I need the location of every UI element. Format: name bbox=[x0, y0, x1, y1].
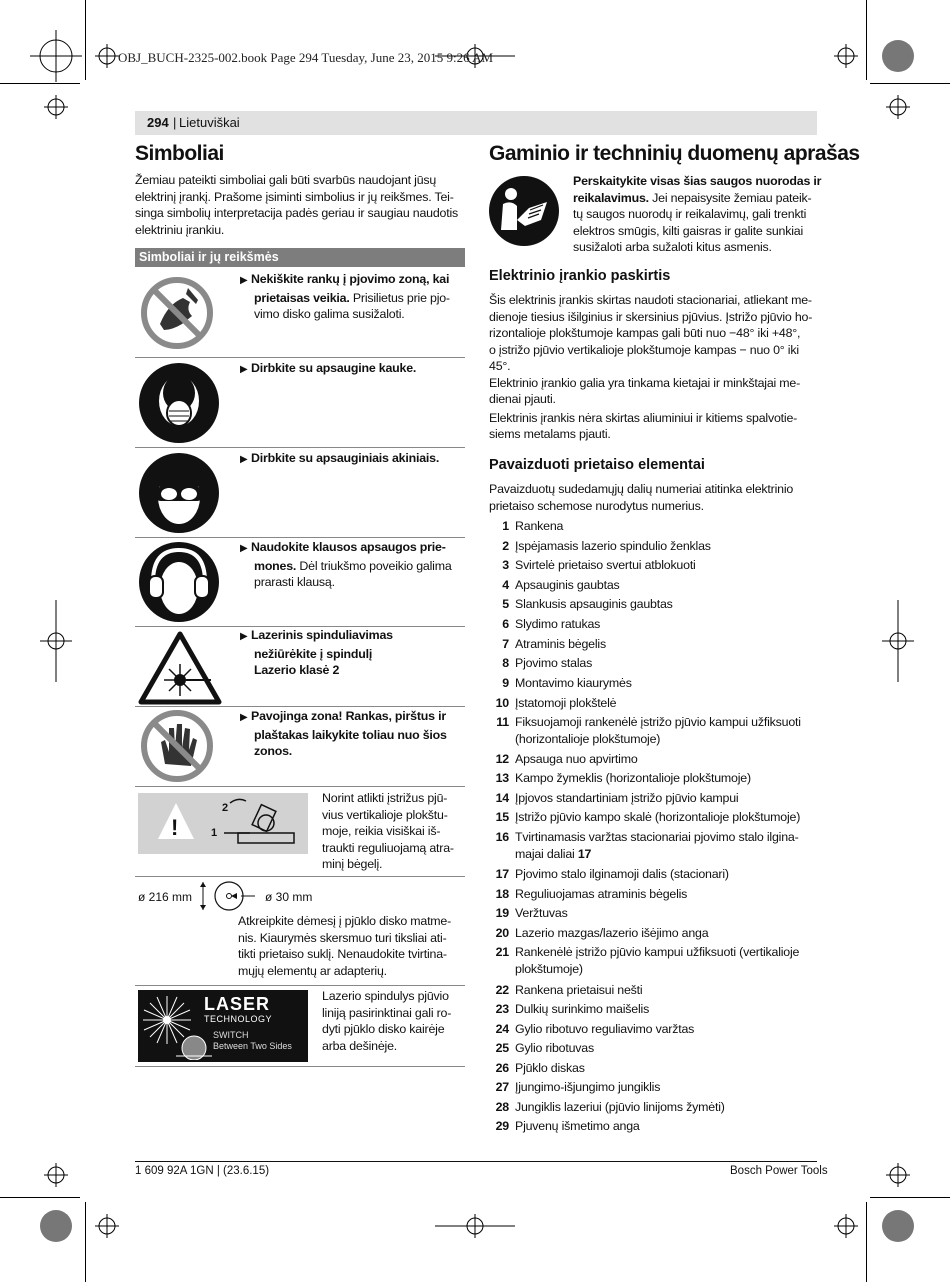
symbol-text-dust-mask bbox=[240, 360, 465, 379]
component-label-line: Pjūklo diskas bbox=[515, 1061, 585, 1075]
fence-diagram bbox=[138, 793, 308, 854]
component-number: 10 bbox=[495, 696, 509, 710]
language-separator: | bbox=[173, 115, 177, 130]
symbol-text-ear-protection bbox=[240, 539, 465, 591]
component-label-line: Įpjovos standartiniam įstrižo pjūvio kampui bbox=[515, 791, 739, 805]
component-number: 6 bbox=[502, 617, 509, 631]
components-intro bbox=[489, 481, 819, 514]
row-divider bbox=[135, 447, 465, 448]
svg-text:!: ! bbox=[171, 815, 179, 840]
language-label: Lietuviškai bbox=[179, 115, 240, 130]
row-divider bbox=[135, 876, 465, 877]
component-label-line: Dulkių surinkimo maišelis bbox=[515, 1002, 650, 1016]
component-label-line: Jungiklis lazeriui (pjūvio linijoms žymėti) bbox=[515, 1100, 725, 1114]
component-label bbox=[515, 675, 819, 692]
safety-goggles-icon bbox=[139, 453, 219, 533]
component-label-line: Slankusis apsauginis gaubtas bbox=[515, 597, 673, 611]
laser-logo-switch: SWITCH bbox=[213, 1030, 249, 1040]
symbol-bold-line: Dirbkite su apsaugine kauke. bbox=[251, 361, 417, 375]
component-number: 20 bbox=[495, 926, 509, 940]
component-label-line: Pjuvenų išmetimo anga bbox=[515, 1119, 640, 1133]
component-label bbox=[515, 596, 819, 613]
component-label-line: Įspėjamasis lazerio spindulio ženklas bbox=[515, 539, 711, 553]
component-number: 19 bbox=[495, 906, 509, 920]
component-label-line: Rankenėlė įstrižo pjūvio kampui užfiksuoti (vertikalioje bbox=[515, 945, 800, 959]
component-label-line: Įjungimo-išjungimo jungiklis bbox=[515, 1080, 661, 1094]
component-number: 22 bbox=[495, 983, 509, 997]
component-label-line: Rankena prietaisui nešti bbox=[515, 983, 643, 997]
component-label-line: Atraminis bėgelis bbox=[515, 637, 606, 651]
footer-right: Bosch Power Tools bbox=[730, 1165, 828, 1177]
component-label bbox=[515, 518, 819, 535]
component-label bbox=[515, 790, 819, 807]
symbols-table-header bbox=[135, 248, 465, 267]
saw-blade-icon bbox=[174, 1030, 214, 1060]
purpose-line: Šis elektrinis įrankis skirtas naudoti stacionariai, atliekant me- bbox=[489, 293, 812, 307]
disc-text-line: tikti prietaiso suklį. Nenaudokite tvirtina- bbox=[238, 947, 447, 961]
symbol-text-goggles bbox=[240, 450, 465, 469]
read-bold-line: Perskaitykite visas šias saugos nuorodas ir bbox=[573, 174, 822, 188]
component-label bbox=[515, 577, 819, 594]
component-label-line bbox=[515, 731, 819, 748]
component-number: 9 bbox=[502, 676, 509, 690]
row-divider bbox=[135, 537, 465, 538]
component-label bbox=[515, 829, 819, 862]
fence-text bbox=[322, 790, 467, 873]
symbol-text-laser bbox=[240, 627, 465, 679]
laser-warning-icon bbox=[137, 630, 223, 706]
fence-text-line: vius vertikalioje plokštu- bbox=[322, 807, 448, 822]
component-number: 16 bbox=[495, 830, 509, 844]
footer-divider bbox=[135, 1161, 817, 1162]
component-label bbox=[515, 538, 819, 555]
component-number: 23 bbox=[495, 1002, 509, 1016]
component-label-line: Rankena bbox=[515, 519, 564, 533]
read-manual-icon bbox=[489, 176, 559, 246]
symbol-text-line: prarasti klausą. bbox=[254, 575, 335, 589]
components-intro-line: prietaiso schemose nurodytus numerius. bbox=[489, 498, 704, 513]
row-divider bbox=[135, 1066, 465, 1067]
purpose-line: dienoje tiesius išilginius ir skersinius pjūvius. Įstrižo pjūvio ho- bbox=[489, 309, 813, 324]
component-label bbox=[515, 1099, 819, 1116]
symbol-bold-line: Naudokite klausos apsaugos prie- bbox=[251, 540, 446, 554]
page-number: 294 bbox=[147, 115, 169, 130]
fence-text-line: minį bėgelį. bbox=[322, 857, 383, 871]
component-label-line: Pjovimo stalo ilginamoji dalis (stacionari) bbox=[515, 867, 729, 881]
symbol-text-tail: Dėl triukšmo poveikio galima bbox=[296, 558, 452, 573]
component-label-line: Kampo žymeklis (horizontalioje plokštumoje) bbox=[515, 771, 751, 785]
component-label-line bbox=[515, 961, 819, 978]
component-number: 4 bbox=[502, 578, 509, 592]
bullet-arrow-icon: ▶ bbox=[240, 275, 248, 286]
component-number: 8 bbox=[502, 656, 509, 670]
component-label-line: Reguliuojamas atraminis bėgelis bbox=[515, 887, 688, 901]
component-label bbox=[515, 1060, 819, 1077]
bullet-arrow-icon: ▶ bbox=[240, 364, 248, 375]
component-label bbox=[515, 770, 819, 787]
symbol-text-line: vimo disko galima susižaloti. bbox=[254, 307, 405, 321]
component-label-line: Gylio ribotuvo reguliavimo varžtas bbox=[515, 1022, 695, 1036]
symbols-table-header-label: Simboliai ir jų reikšmės bbox=[139, 250, 279, 264]
component-label bbox=[515, 1021, 819, 1038]
symbol-text-hand-zone bbox=[240, 708, 465, 760]
read-line: tų saugos nuorodų ir reikalavimų, gali trenkti bbox=[573, 207, 807, 221]
component-label bbox=[515, 616, 819, 633]
component-number: 17 bbox=[495, 867, 509, 881]
laser-text-line: Lazerio spindulys pjūvio bbox=[322, 989, 449, 1003]
symbol-bold-line: Dirbkite su apsauginiais akiniais. bbox=[251, 451, 440, 465]
product-title: Gaminio ir techninių duomenų aprašas bbox=[489, 142, 860, 165]
purpose-line: o įstrižo pjūvio vertikalioje plokštumoje kampas − nuo 0° iki bbox=[489, 342, 799, 357]
component-label bbox=[515, 751, 819, 768]
component-number: 14 bbox=[495, 791, 509, 805]
row-divider bbox=[135, 985, 465, 986]
component-number: 13 bbox=[495, 771, 509, 785]
bullet-arrow-icon: ▶ bbox=[240, 543, 248, 554]
component-number: 3 bbox=[502, 558, 509, 572]
component-label bbox=[515, 866, 819, 883]
ear-protection-icon bbox=[139, 542, 219, 622]
read-instructions-text bbox=[573, 173, 823, 256]
component-label-line: Fiksuojamoji rankenėlė įstrižo pjūvio kampui užfiksuoti bbox=[515, 715, 801, 729]
fence-label-one: 1 bbox=[211, 827, 218, 839]
component-label-line: Įstatomoji plokštelė bbox=[515, 696, 617, 710]
component-label bbox=[515, 557, 819, 574]
component-number: 21 bbox=[495, 945, 509, 959]
component-number: 27 bbox=[495, 1080, 509, 1094]
component-label-line bbox=[515, 846, 819, 863]
component-number: 11 bbox=[496, 715, 509, 729]
symbol-bold-line: Lazerinis spinduliavimas bbox=[251, 628, 393, 642]
component-label bbox=[515, 1001, 819, 1018]
fence-label-two: 2 bbox=[222, 802, 229, 814]
fence-text-line: Norint atlikti įstrižus pjū- bbox=[322, 791, 448, 805]
disc-text-line: mųjų elementų ar adapterių. bbox=[238, 963, 387, 978]
component-label-continuation: majai daliai bbox=[515, 846, 575, 861]
purpose-line: Elektrinis įrankis nėra skirtas aliuminiui ir kitiems spalvotie- bbox=[489, 410, 798, 425]
components-intro-line: Pavaizduotų sudedamųjų dalių numeriai atitinka elektrinio bbox=[489, 482, 794, 496]
component-label bbox=[515, 809, 819, 826]
intro-line: Žemiau pateikti simboliai gali būti svarbūs naudojant jūsų bbox=[135, 173, 437, 187]
component-number: 12 bbox=[495, 752, 509, 766]
symbol-bold-line: nežiūrėkite į spindulį bbox=[254, 646, 373, 661]
component-number: 5 bbox=[502, 597, 509, 611]
symbol-bold-line: plaštakas laikykite toliau nuo šios bbox=[254, 727, 447, 742]
intro-line: elektrinį įrankį. Prašome įsiminti simbolius ir jų reikšmes. Tei- bbox=[135, 189, 454, 204]
footer-left: 1 609 92A 1GN | (23.6.15) bbox=[135, 1165, 270, 1177]
component-number: 18 bbox=[495, 887, 509, 901]
component-number: 26 bbox=[495, 1061, 509, 1075]
laser-technology-logo bbox=[138, 990, 308, 1062]
symbol-bold-line: Lazerio klasė 2 bbox=[254, 663, 340, 677]
symbols-title: Simboliai bbox=[135, 142, 224, 165]
component-label bbox=[515, 1040, 819, 1057]
bullet-arrow-icon: ▶ bbox=[240, 454, 248, 465]
purpose-line: siems metalams pjauti. bbox=[489, 427, 611, 441]
disc-outer-diameter: ø 216 mm bbox=[138, 890, 193, 904]
component-label bbox=[515, 982, 819, 999]
saw-disc-dimension-icon bbox=[193, 880, 265, 912]
component-number: 28 bbox=[495, 1100, 509, 1114]
row-divider bbox=[135, 357, 465, 358]
component-number: 1 bbox=[502, 519, 509, 533]
row-divider bbox=[135, 786, 465, 787]
intro-line: elektriniu įrankiu. bbox=[135, 222, 225, 237]
component-label-line: Apsauginis gaubtas bbox=[515, 578, 620, 592]
symbol-bold-line: mones. bbox=[254, 558, 297, 573]
component-label-line: Slydimo ratukas bbox=[515, 617, 601, 631]
component-number: 7 bbox=[502, 637, 509, 651]
component-number: 24 bbox=[495, 1022, 509, 1036]
laser-text-line: dyti pjūklo disko kairėje bbox=[322, 1022, 445, 1036]
fence-text-line: traukti reguliuojamą atra- bbox=[322, 840, 454, 855]
symbol-text-no-hands bbox=[240, 271, 465, 323]
disc-text-line: Atkreipkite dėmesį į pjūklo disko matme- bbox=[238, 914, 452, 928]
component-label bbox=[515, 1118, 819, 1135]
component-label bbox=[515, 925, 819, 942]
component-label bbox=[515, 714, 819, 747]
component-label bbox=[515, 905, 819, 922]
laser-logo-title: LASER bbox=[204, 994, 271, 1014]
symbol-text-tail: Prisilietus prie pjo- bbox=[349, 290, 450, 305]
dust-mask-icon bbox=[139, 363, 219, 443]
component-label-line: Pjovimo stalas bbox=[515, 656, 593, 670]
symbol-bold-line: Nekiškite rankų į pjovimo zoną, kai bbox=[251, 272, 450, 286]
component-reference-number: 17 bbox=[574, 846, 592, 861]
bullet-arrow-icon: ▶ bbox=[240, 631, 248, 642]
read-line: susižaloti arba sužaloti kitus asmenis. bbox=[573, 240, 772, 254]
purpose-line: 45°. bbox=[489, 359, 511, 373]
component-label-line: Gylio ribotuvas bbox=[515, 1041, 594, 1055]
component-label bbox=[515, 655, 819, 672]
disc-text-line: nis. Kiaurymės skersmuo turi tiksliai ati- bbox=[238, 930, 447, 945]
book-header: OBJ_BUCH-2325-002.book Page 294 Tuesday, June 23, 2015 9:26 AM bbox=[118, 50, 494, 65]
disc-bore-diameter: ø 30 mm bbox=[265, 890, 313, 904]
page-header-bar bbox=[135, 111, 817, 135]
laser-text-line: arba dešinėje. bbox=[322, 1038, 398, 1053]
intro-line: singa simbolių interpretacija padės geriau ir saugiau naudotis bbox=[135, 206, 459, 220]
component-label bbox=[515, 636, 819, 653]
purpose-line: rizontalioje plokštumoje kampas gali būti nuo −48° iki +48°, bbox=[489, 326, 801, 340]
components-heading: Pavaizduoti prietaiso elementai bbox=[489, 457, 705, 473]
laser-text-line: liniją pasirinktinai gali ro- bbox=[322, 1005, 452, 1020]
laser-logo-switch-sides: Between Two Sides bbox=[213, 1041, 292, 1051]
component-label-line: Tvirtinamasis varžtas stacionariai pjovimo stalo ilgina- bbox=[515, 830, 799, 844]
component-number: 2 bbox=[502, 539, 509, 553]
symbol-bold-line: Pavojinga zona! Rankas, pirštus ir bbox=[251, 709, 446, 723]
component-number: 15 bbox=[495, 810, 509, 824]
component-number: 25 bbox=[495, 1041, 509, 1055]
read-line: elektros smūgis, kilti gaisras ir galite sunkiai bbox=[573, 223, 804, 238]
component-label bbox=[515, 944, 819, 977]
disc-text bbox=[238, 913, 468, 979]
symbol-bold-line: zonos. bbox=[254, 744, 293, 758]
component-label bbox=[515, 1079, 819, 1096]
component-label bbox=[515, 886, 819, 903]
component-number: 29 bbox=[495, 1119, 509, 1133]
laser-text bbox=[322, 988, 467, 1054]
component-label-line: Veržtuvas bbox=[515, 906, 568, 920]
component-label-line: Svirtelė prietaiso svertui atblokuoti bbox=[515, 558, 696, 572]
component-label-continuation: plokštumoje) bbox=[515, 961, 583, 976]
bullet-arrow-icon: ▶ bbox=[240, 712, 248, 723]
read-bold-line: reikalavimus. bbox=[573, 190, 649, 205]
purpose-line: dienai pjauti. bbox=[489, 392, 556, 406]
component-label-line: Lazerio mazgas/lazerio išėjimo anga bbox=[515, 926, 709, 940]
component-label-line: Apsauga nuo apvirtimo bbox=[515, 752, 638, 766]
no-hand-zone-icon bbox=[139, 708, 215, 784]
component-label-line: Montavimo kiaurymės bbox=[515, 676, 632, 690]
symbols-intro bbox=[135, 172, 465, 238]
purpose-text bbox=[489, 292, 819, 443]
symbol-bold-line: prietaisas veikia. bbox=[254, 290, 350, 305]
component-label bbox=[515, 695, 819, 712]
row-divider bbox=[135, 706, 465, 707]
component-label-line: Įstrižo pjūvio kampo skalė (horizontalioje plokštumoje) bbox=[515, 810, 801, 824]
purpose-line: Elektrinio įrankio galia yra tinkama kietajai ir minkštajai me- bbox=[489, 375, 801, 390]
read-tail: Jei nepaisysite žemiau pateik- bbox=[648, 190, 812, 205]
fence-text-line: moje, reikia visiškai iš- bbox=[322, 824, 441, 838]
laser-logo-subtitle: TECHNOLOGY bbox=[204, 1014, 273, 1024]
no-hands-icon bbox=[138, 274, 216, 352]
purpose-heading: Elektrinio įrankio paskirtis bbox=[489, 268, 671, 284]
component-label-continuation: (horizontalioje plokštumoje) bbox=[515, 731, 661, 746]
